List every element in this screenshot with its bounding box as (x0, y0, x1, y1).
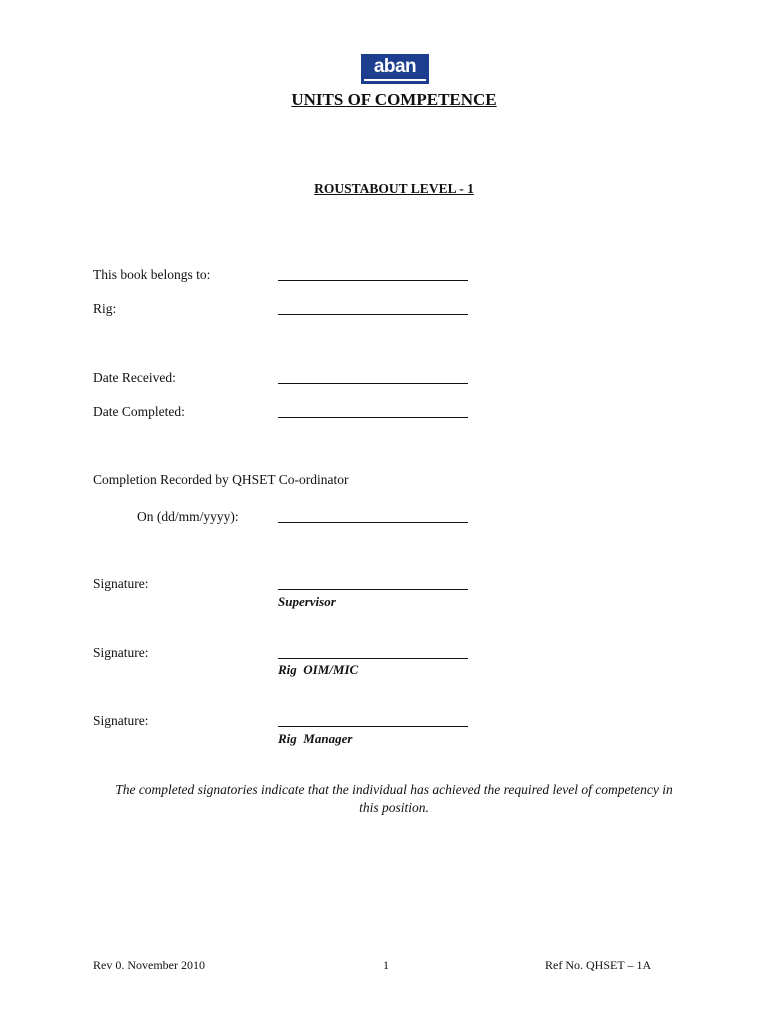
date-received-label: Date Received: (93, 370, 176, 385)
rig-label: Rig: (93, 301, 117, 316)
oim-role: Rig OIM/MIC (278, 662, 359, 677)
date-completed-line[interactable] (278, 417, 468, 418)
signature-label: Signature: (93, 645, 149, 660)
date-completed-label: Date Completed: (93, 404, 185, 419)
completion-note: The completed signatories indicate that the individual has achieved the required level of competency in this position. (115, 782, 673, 815)
date-received-line[interactable] (278, 383, 468, 384)
logo-underline (364, 79, 426, 81)
document-title: UNITS OF COMPETENCE (291, 90, 497, 109)
manager-signature-line[interactable] (278, 726, 468, 727)
logo-text: aban (373, 56, 417, 77)
completion-recorded-label: Completion Recorded by QHSET Co-ordinator (93, 472, 349, 487)
manager-role: Rig Manager (278, 731, 353, 746)
rig-line[interactable] (278, 314, 468, 315)
oim-signature-line[interactable] (278, 658, 468, 659)
on-date-label: On (dd/mm/yyyy): (137, 509, 239, 524)
signature-label: Signature: (93, 576, 149, 591)
footer-page-number: 1 (383, 958, 389, 972)
belongs-to-label: This book belongs to: (93, 267, 211, 282)
footer-revision: Rev 0. November 2010 (93, 958, 205, 972)
supervisor-role: Supervisor (278, 594, 336, 609)
aban-logo (361, 54, 429, 84)
on-date-line[interactable] (278, 522, 468, 523)
footer-reference: Ref No. QHSET – 1A (545, 958, 652, 972)
supervisor-signature-line[interactable] (278, 589, 468, 590)
belongs-to-line[interactable] (278, 280, 468, 281)
signature-label: Signature: (93, 713, 149, 728)
document-subtitle: ROUSTABOUT LEVEL - 1 (314, 181, 474, 196)
